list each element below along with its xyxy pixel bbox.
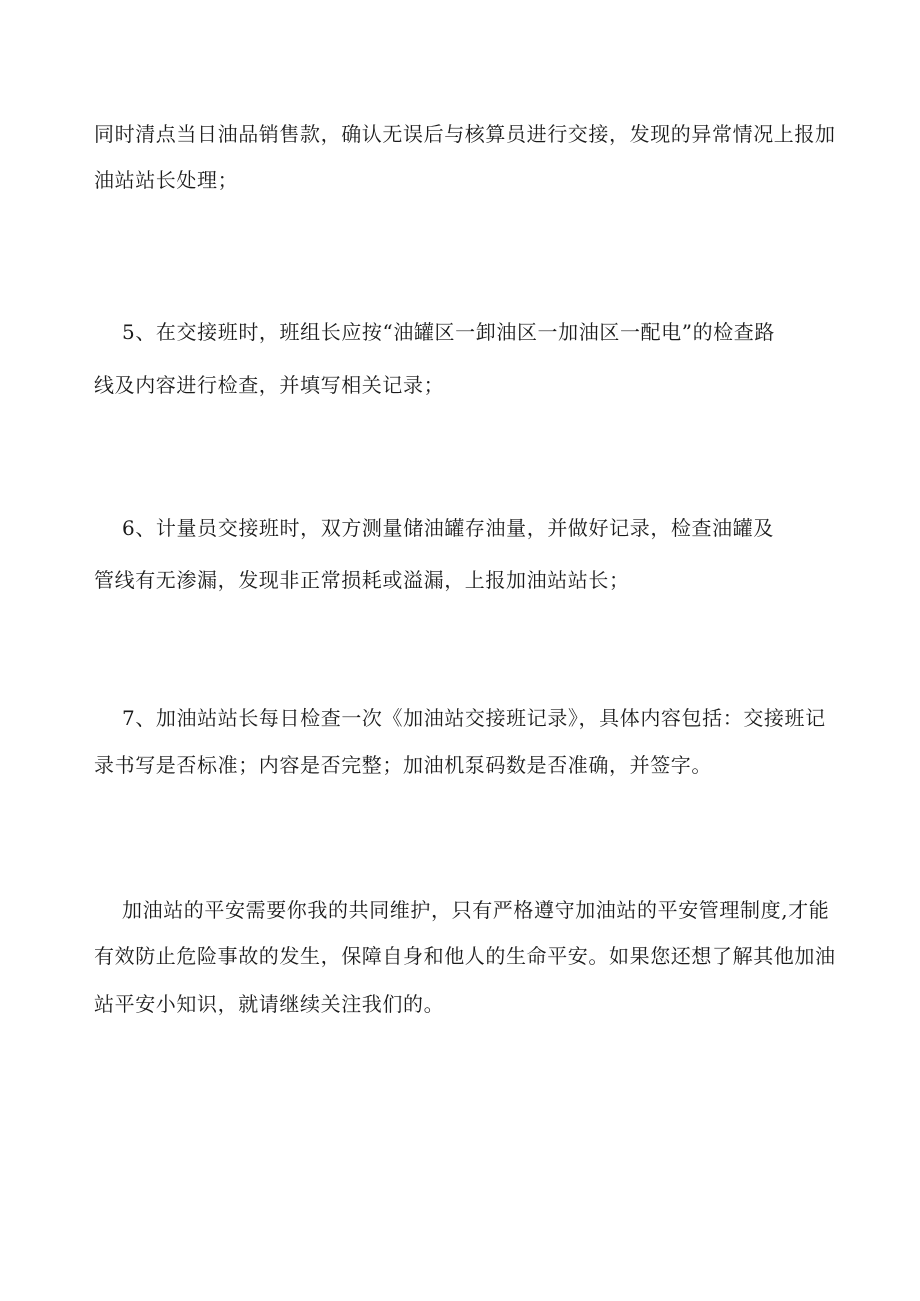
- paragraph-5-line-2: 有效防止危险事故的发生，保障自身和他人的生命平安。如果您还想了解其他加油: [94, 944, 836, 968]
- paragraph-5-line-1: 加油站的平安需要你我的共同维护，只有严格遵守加油站的平安管理制度,才能: [122, 898, 830, 922]
- paragraph-3-line-2: 管线有无渗漏，发现非正常损耗或溢漏，上报加油站站长；: [94, 568, 630, 592]
- paragraph-4-line-2: 录书写是否标准；内容是否完整；加油机泵码数是否准确，并签字。: [94, 753, 712, 777]
- paragraph-1-line-2: 油站站长处理；: [94, 168, 239, 192]
- paragraph-5-line-3: 站平安小知识，就请继续关注我们的。: [94, 992, 445, 1016]
- paragraph-2-line-2: 线及内容进行检查，并填写相关记录；: [94, 373, 445, 397]
- paragraph-1-line-1: 同时清点当日油品销售款，确认无误后与核算员进行交接，发现的异常情况上报加: [94, 122, 836, 146]
- paragraph-3-line-1: 6、计量员交接班时，双方测量储油罐存油量，并做好记录，检查油罐及: [122, 516, 774, 540]
- paragraph-4-line-1: 7、加油站站长每日检查一次《加油站交接班记录》，具体内容包括：交接班记: [122, 706, 826, 730]
- paragraph-2-line-1: 5、在交接班时，班组长应按“油罐区一卸油区一加油区一配电”的检查路: [122, 320, 775, 344]
